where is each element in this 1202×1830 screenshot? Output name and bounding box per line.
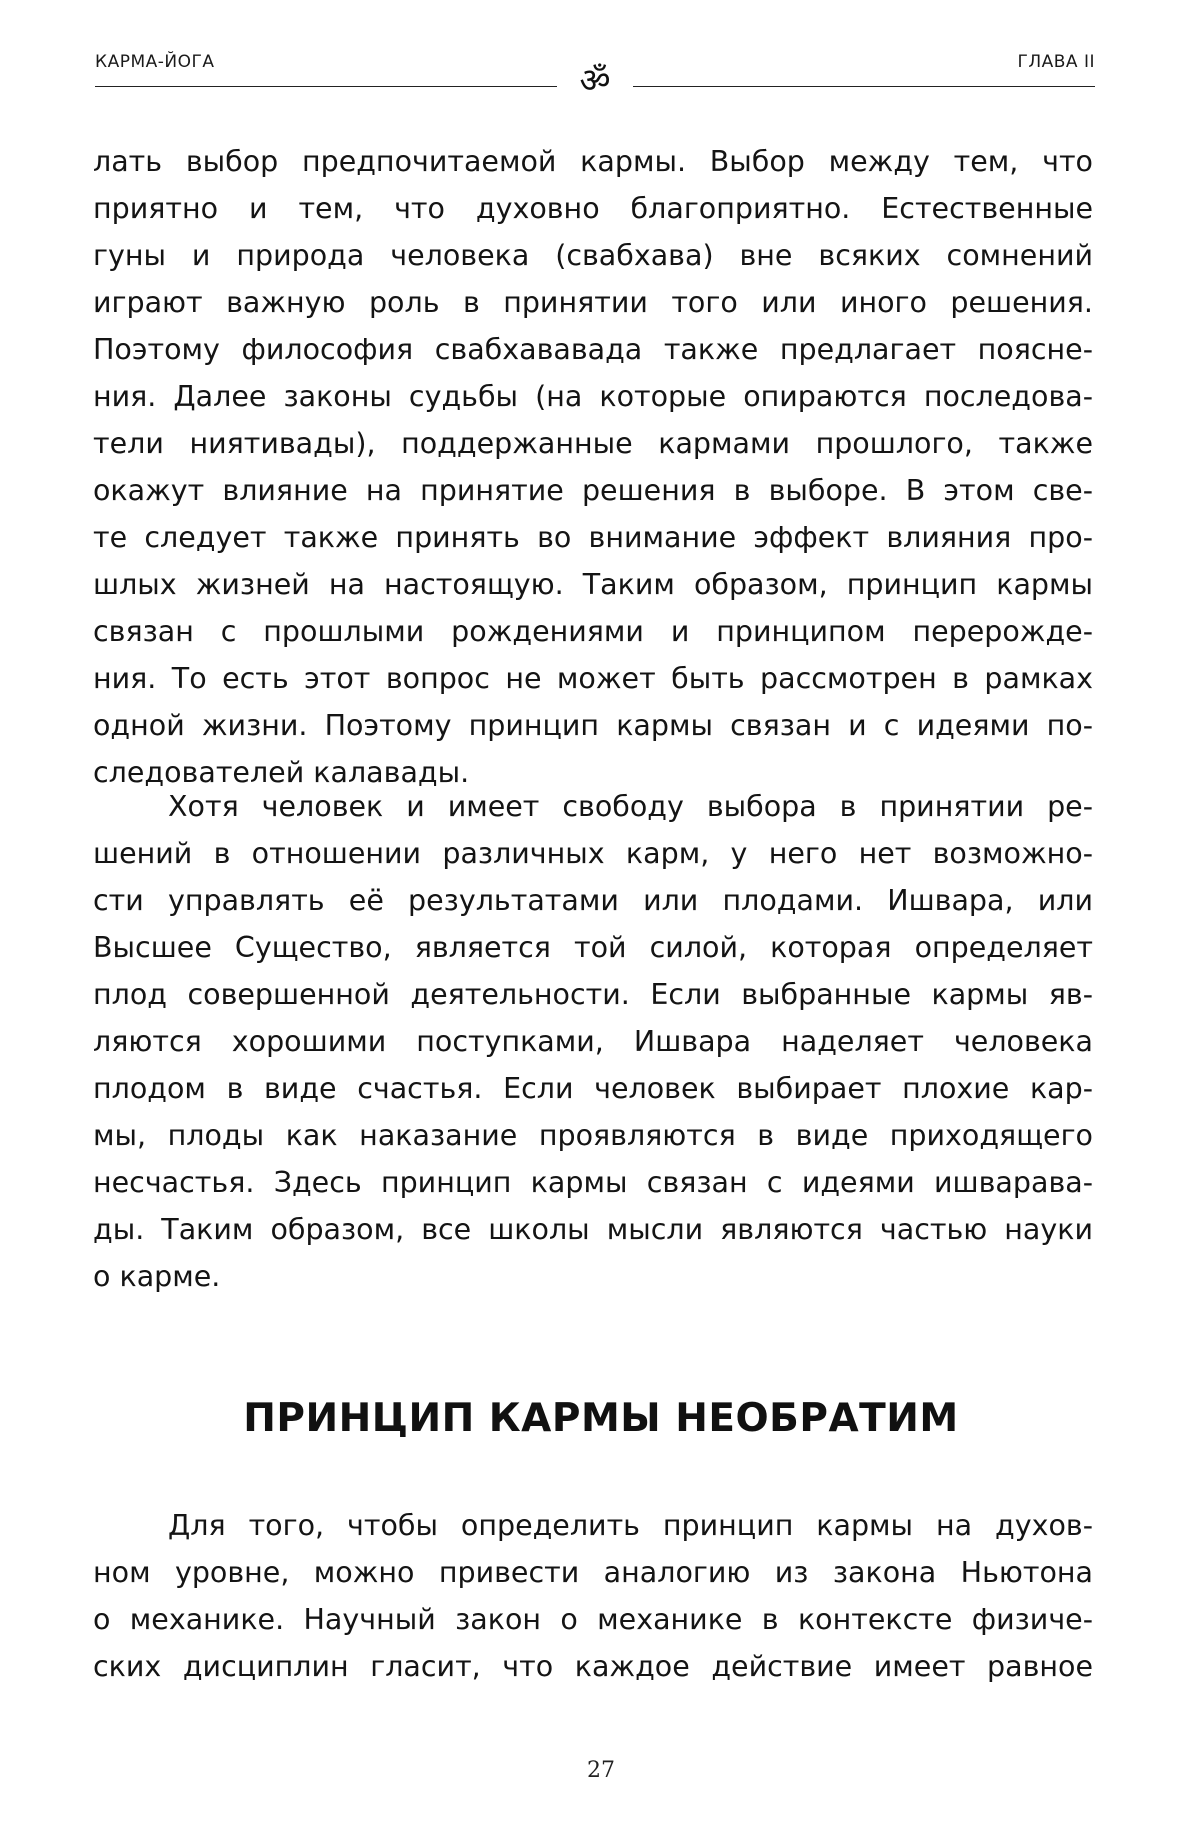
header-rule-right [633, 86, 1095, 87]
text-line: шлых жизней на настоящую. Таким образом, принцип кармы [93, 568, 1093, 601]
text-line: сти управлять её результатами или плодами. Ишвара, или [93, 884, 1093, 917]
text-line: Хотя человек и имеет свободу выбора в принятии ре- [168, 790, 1093, 823]
book-title: КАРМА-ЙОГА [95, 52, 215, 72]
text-line: ном уровне, можно привести аналогию из закона Ньютона [93, 1556, 1093, 1589]
paragraph-1 [93, 138, 1093, 796]
paragraph-2 [93, 783, 1093, 1300]
text-line: окажут влияние на принятие решения в выборе. В этом све- [93, 474, 1093, 507]
text-line: одной жизни. Поэтому принцип кармы связан и с идеями по- [93, 709, 1093, 742]
text-line: плодом в виде счастья. Если человек выбирает плохие кар- [93, 1072, 1093, 1105]
text-line: ды. Таким образом, все школы мысли являются частью науки [93, 1213, 1093, 1246]
text-line: Высшее Существо, является той силой, которая определяет [93, 931, 1093, 964]
text-line: ских дисциплин гласит, что каждое действие имеет равное [93, 1650, 1093, 1683]
page-number: 27 [587, 1758, 615, 1783]
text-line: ляются хорошими поступками, Ишвара наделяет человека [93, 1025, 1093, 1058]
text-line: Для того, чтобы определить принцип кармы на духов- [168, 1509, 1093, 1542]
chapter-label: ГЛАВА II [1017, 52, 1095, 72]
header-rule-left [95, 86, 557, 87]
section-heading: ПРИНЦИП КАРМЫ НЕОБРАТИМ [243, 1396, 959, 1441]
running-head [95, 50, 1095, 110]
text-line: плод совершенной деятельности. Если выбранные кармы яв- [93, 978, 1093, 1011]
text-line: несчастья. Здесь принцип кармы связан с идеями ишварава- [93, 1166, 1093, 1199]
text-line: ния. Далее законы судьбы (на которые опираются последова- [93, 380, 1093, 413]
text-line: играют важную роль в принятии того или иного решения. [93, 286, 1093, 319]
text-line: Поэтому философия свабхававада также предлагает поясне- [93, 333, 1093, 366]
text-line: лать выбор предпочитаемой кармы. Выбор между тем, что [93, 145, 1093, 178]
text-line: мы, плоды как наказание проявляются в виде приходящего [93, 1119, 1093, 1152]
text-line: приятно и тем, что духовно благоприятно. Естественные [93, 192, 1093, 225]
text-line: те следует также принять во внимание эффект влияния про- [93, 521, 1093, 554]
text-line: ния. То есть этот вопрос не может быть рассмотрен в рамках [93, 662, 1093, 695]
text-line: следователей калавады. [93, 756, 470, 789]
text-line: о механике. Научный закон о механике в контексте физиче- [93, 1603, 1093, 1636]
text-line: гуны и природа человека (свабхава) вне всяких сомнений [93, 239, 1093, 272]
paragraph-3 [93, 1502, 1093, 1690]
om-ornament-icon: ॐ [579, 61, 611, 101]
text-line: связан с прошлыми рождениями и принципом перерожде- [93, 615, 1093, 648]
text-line: шений в отношении различных карм, у него нет возможно- [93, 837, 1093, 870]
text-line: о карме. [93, 1260, 221, 1293]
text-line: тели ниятивады), поддержанные кармами прошлого, также [93, 427, 1093, 460]
